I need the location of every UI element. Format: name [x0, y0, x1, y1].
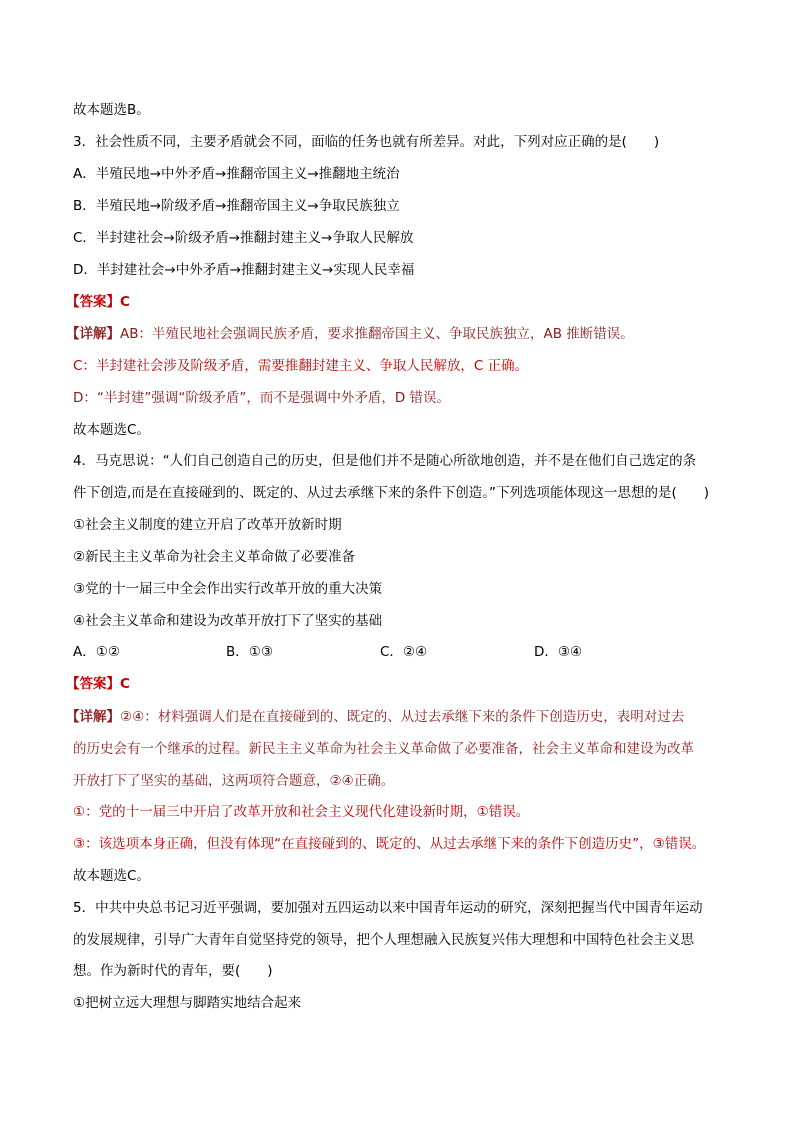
- question-3-answer: [66, 293, 130, 311]
- question-3-stem: 3．社会性质不同，主要矛盾就会不同，面临的任务也就有所差异。对此，下列对应正确的是( ): [73, 134, 660, 150]
- question-4-option-a: A．①②: [73, 644, 120, 660]
- question-4-statement-2: ②新民主主义革命为社会主义革命做了必要准备: [73, 549, 356, 565]
- answer-tag: 【答案】: [66, 294, 120, 310]
- question-4-stem-line-1: 4．马克思说：“人们自己创造自己的历史，但是他们并不是随心所欲地创造，并不是在他们自己选定的条: [73, 453, 697, 469]
- question-4-stem-line-2: 件下创造,而是在直接碰到的、既定的、从过去承继下来的条件下创造。”下列选项能体现这一思想的是( ): [73, 485, 710, 501]
- question-4-option-c: C．②④: [380, 644, 428, 660]
- question-4-explanation-line-2: 的历史会有一个继承的过程。新民主主义革命为社会主义革命做了必要准备，社会主义革命和建设为改革: [73, 741, 694, 757]
- question-4-explanation-statement-3: ③：该选项本身正确，但没有体现“在直接碰到的、既定的、从过去承继下来的条件下创造历史”，③错误。: [73, 836, 706, 852]
- conclusion-line: 故本题选B。: [73, 102, 150, 118]
- question-3-explanation-c: C：半封建社会涉及阶级矛盾，需要推翻封建主义、争取人民解放，C 正确。: [73, 358, 529, 374]
- question-3-option-b: B．半殖民地→阶级矛盾→推翻帝国主义→争取民族独立: [73, 198, 400, 214]
- detail-text: ②④：材料强调人们是在直接碰到的、既定的、从过去承继下来的条件下创造历史，表明对过去: [120, 709, 685, 725]
- question-5-stem-line-1: 5．中共中央总书记习近平强调，要加强对五四运动以来中国青年运动的研究，深刻把握当代中国青年运动: [73, 900, 703, 916]
- question-5-stem-line-3: 想。作为新时代的青年，要( ): [73, 963, 273, 979]
- question-5-statement-1: ①把树立远大理想与脚踏实地结合起来: [73, 995, 302, 1011]
- question-4-statement-4: ④社会主义革命和建设为改革开放打下了坚实的基础: [73, 613, 383, 629]
- question-5-stem-line-2: 的发展规律，引导广大青年自觉坚持党的领导，把个人理想融入民族复兴伟大理想和中国特色社会主义思: [73, 932, 694, 948]
- answer-value: C: [120, 676, 130, 692]
- answer-value: C: [120, 294, 130, 310]
- question-4-option-d: D．③④: [534, 644, 583, 660]
- detail-text: AB：半殖民地社会强调民族矛盾，要求推翻帝国主义、争取民族独立，AB 推断错误。: [120, 326, 634, 342]
- question-4-answer: [66, 675, 130, 693]
- question-3-option-d: D．半封建社会→中外矛盾→推翻封建主义→实现人民幸福: [73, 262, 415, 278]
- question-3-conclusion: 故本题选C。: [73, 422, 150, 438]
- question-4-explanation-line-3: 开放打下了坚实的基础，这两项符合题意，②④正确。: [73, 773, 395, 789]
- question-3-option-a: A．半殖民地→中外矛盾→推翻帝国主义→推翻地主统治: [73, 166, 400, 182]
- answer-tag: 【答案】: [66, 676, 120, 692]
- question-3-option-c: C．半封建社会→阶级矛盾→推翻封建主义→争取人民解放: [73, 230, 414, 246]
- question-4-explanation-line-1: [66, 708, 684, 726]
- question-4-statement-1: ①社会主义制度的建立开启了改革开放新时期: [73, 517, 342, 533]
- question-4-option-b: B．①③: [226, 644, 273, 660]
- question-4-options: [73, 643, 633, 661]
- question-3-explanation-ab: [66, 325, 634, 343]
- question-4-statement-3: ③党的十一届三中全会作出实行改革开放的重大决策: [73, 581, 383, 597]
- question-3-explanation-d: D：“半封建”强调“阶级矛盾”，而不是强调中外矛盾，D 错误。: [73, 390, 451, 406]
- question-4-conclusion: 故本题选C。: [73, 868, 150, 884]
- detail-tag: 【详解】: [66, 709, 120, 725]
- question-4-explanation-statement-1: ①：党的十一届三中开启了改革开放和社会主义现代化建设新时期，①错误。: [73, 804, 530, 820]
- detail-tag: 【详解】: [66, 326, 120, 342]
